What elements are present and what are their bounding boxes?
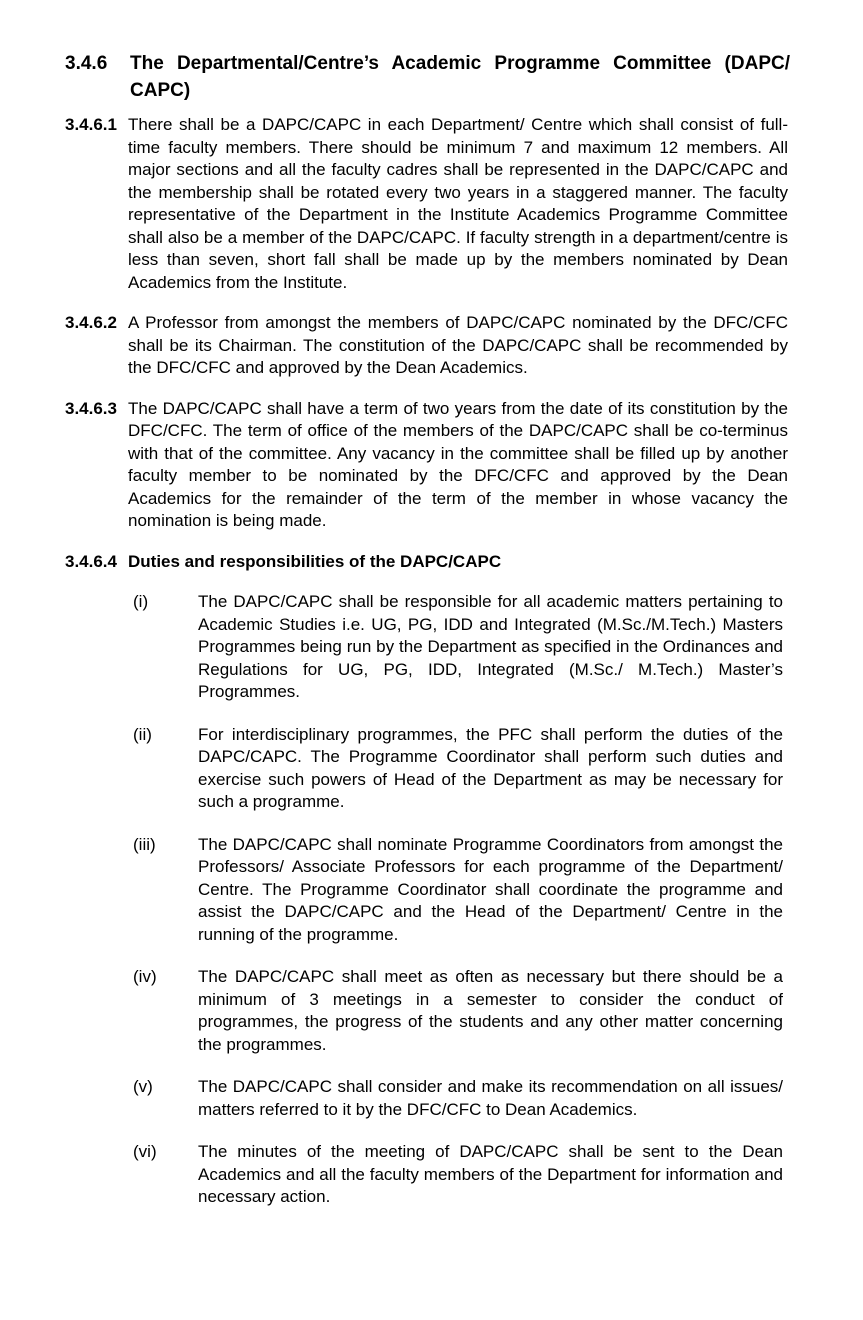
duty-label: (iv) [133,967,157,986]
clause-number: 3.4.6.2 [65,313,117,332]
duties-list [65,591,823,1209]
clause-text: There shall be a DAPC/CAPC in each Department/ Centre which shall consist of full-time faculty members. There should be minimum 7 and maximum 12 members. All major sections and all the faculty cadres shall be represented in the DAPC/CAPC and the membership shall be rotated every two years in a staggered manner. The faculty representative of the Department in the Institute Academics Programme Committee shall also be a member of the DAPC/CAPC. If faculty strength in a department/centre is less than seven, short fall shall be made up by the members nominated by Dean Academics from the Institute. [128,115,788,292]
clause [65,114,823,294]
duty-item [133,724,823,814]
duties-heading [65,551,823,574]
duty-text: The minutes of the meeting of DAPC/CAPC shall be sent to the Dean Academics and all the faculty members of the Department for information and necessary action. [198,1142,783,1206]
section-heading [65,50,823,104]
duty-label: (i) [133,592,149,611]
duties-heading-title: Duties and responsibilities of the DAPC/CAPC [128,551,502,571]
duty-text: The DAPC/CAPC shall consider and make its recommendation on all issues/ matters referred to it by the DFC/CFC to Dean Academics. [198,1077,783,1119]
section-title: The Departmental/Centre’s Academic Programme Committee (DAPC/ CAPC) [130,53,790,101]
duty-item [133,1141,823,1209]
clause [65,312,823,380]
duty-text: For interdisciplinary programmes, the PFC shall perform the duties of the DAPC/CAPC. The Programme Coordinator shall perform such duties and exercise such powers of Head of the Department as may be necessary for such a programme. [198,724,783,811]
duty-label: (vi) [133,1142,157,1161]
duty-item [133,591,823,704]
clause-number: 3.4.6.3 [65,398,117,418]
clause-text: The DAPC/CAPC shall have a term of two years from the date of its constitution by the DFC/CFC. The term of office of the members of the DAPC/CAPC shall be co-terminus with that of the committee. Any vacancy in the committee shall be filled up by another faculty member to be nominated by the DFC/CFC and approved by the Dean Academics for the remainder of the term of the member in whose vacancy the nomination is being made. [128,398,788,530]
section-number: 3.4.6 [65,53,108,74]
duty-item [133,966,823,1056]
clause [65,398,823,533]
duty-label: (ii) [133,724,152,744]
duty-text: The DAPC/CAPC shall be responsible for all academic matters pertaining to Academic Studies i.e. UG, PG, IDD and Integrated (M.Sc./M.Tech.) Masters Programmes being run by the Department as specified in the Ordinances and Regulations for UG, PG, IDD, Integrated (M.Sc./ M.Tech.) Master’s Programmes. [198,592,783,701]
duty-text: The DAPC/CAPC shall nominate Programme Coordinators from amongst the Professors/ Associate Professors for each programme of the Department/ Centre. The Programme Coordinator shall coordinate the programme and assist the DAPC/CAPC and the Head of the Department/ Centre in the running of the programme. [198,834,783,944]
duty-label: (v) [133,1077,153,1096]
duty-text: The DAPC/CAPC shall meet as often as necessary but there should be a minimum of 3 meetings in a semester to consider the conduct of programmes, the progress of the students and any other matter concerning the programmes. [198,967,783,1054]
clause-number: 3.4.6.4 [65,551,117,571]
clause-number: 3.4.6.1 [65,115,117,134]
duty-item [133,834,823,947]
duty-label: (iii) [133,834,156,854]
duty-item [133,1076,823,1121]
clause-text: A Professor from amongst the members of DAPC/CAPC nominated by the DFC/CFC shall be its Chairman. The constitution of the DAPC/CAPC shall be recommended by the DFC/CFC and approved by the Dean Academics. [128,313,788,377]
